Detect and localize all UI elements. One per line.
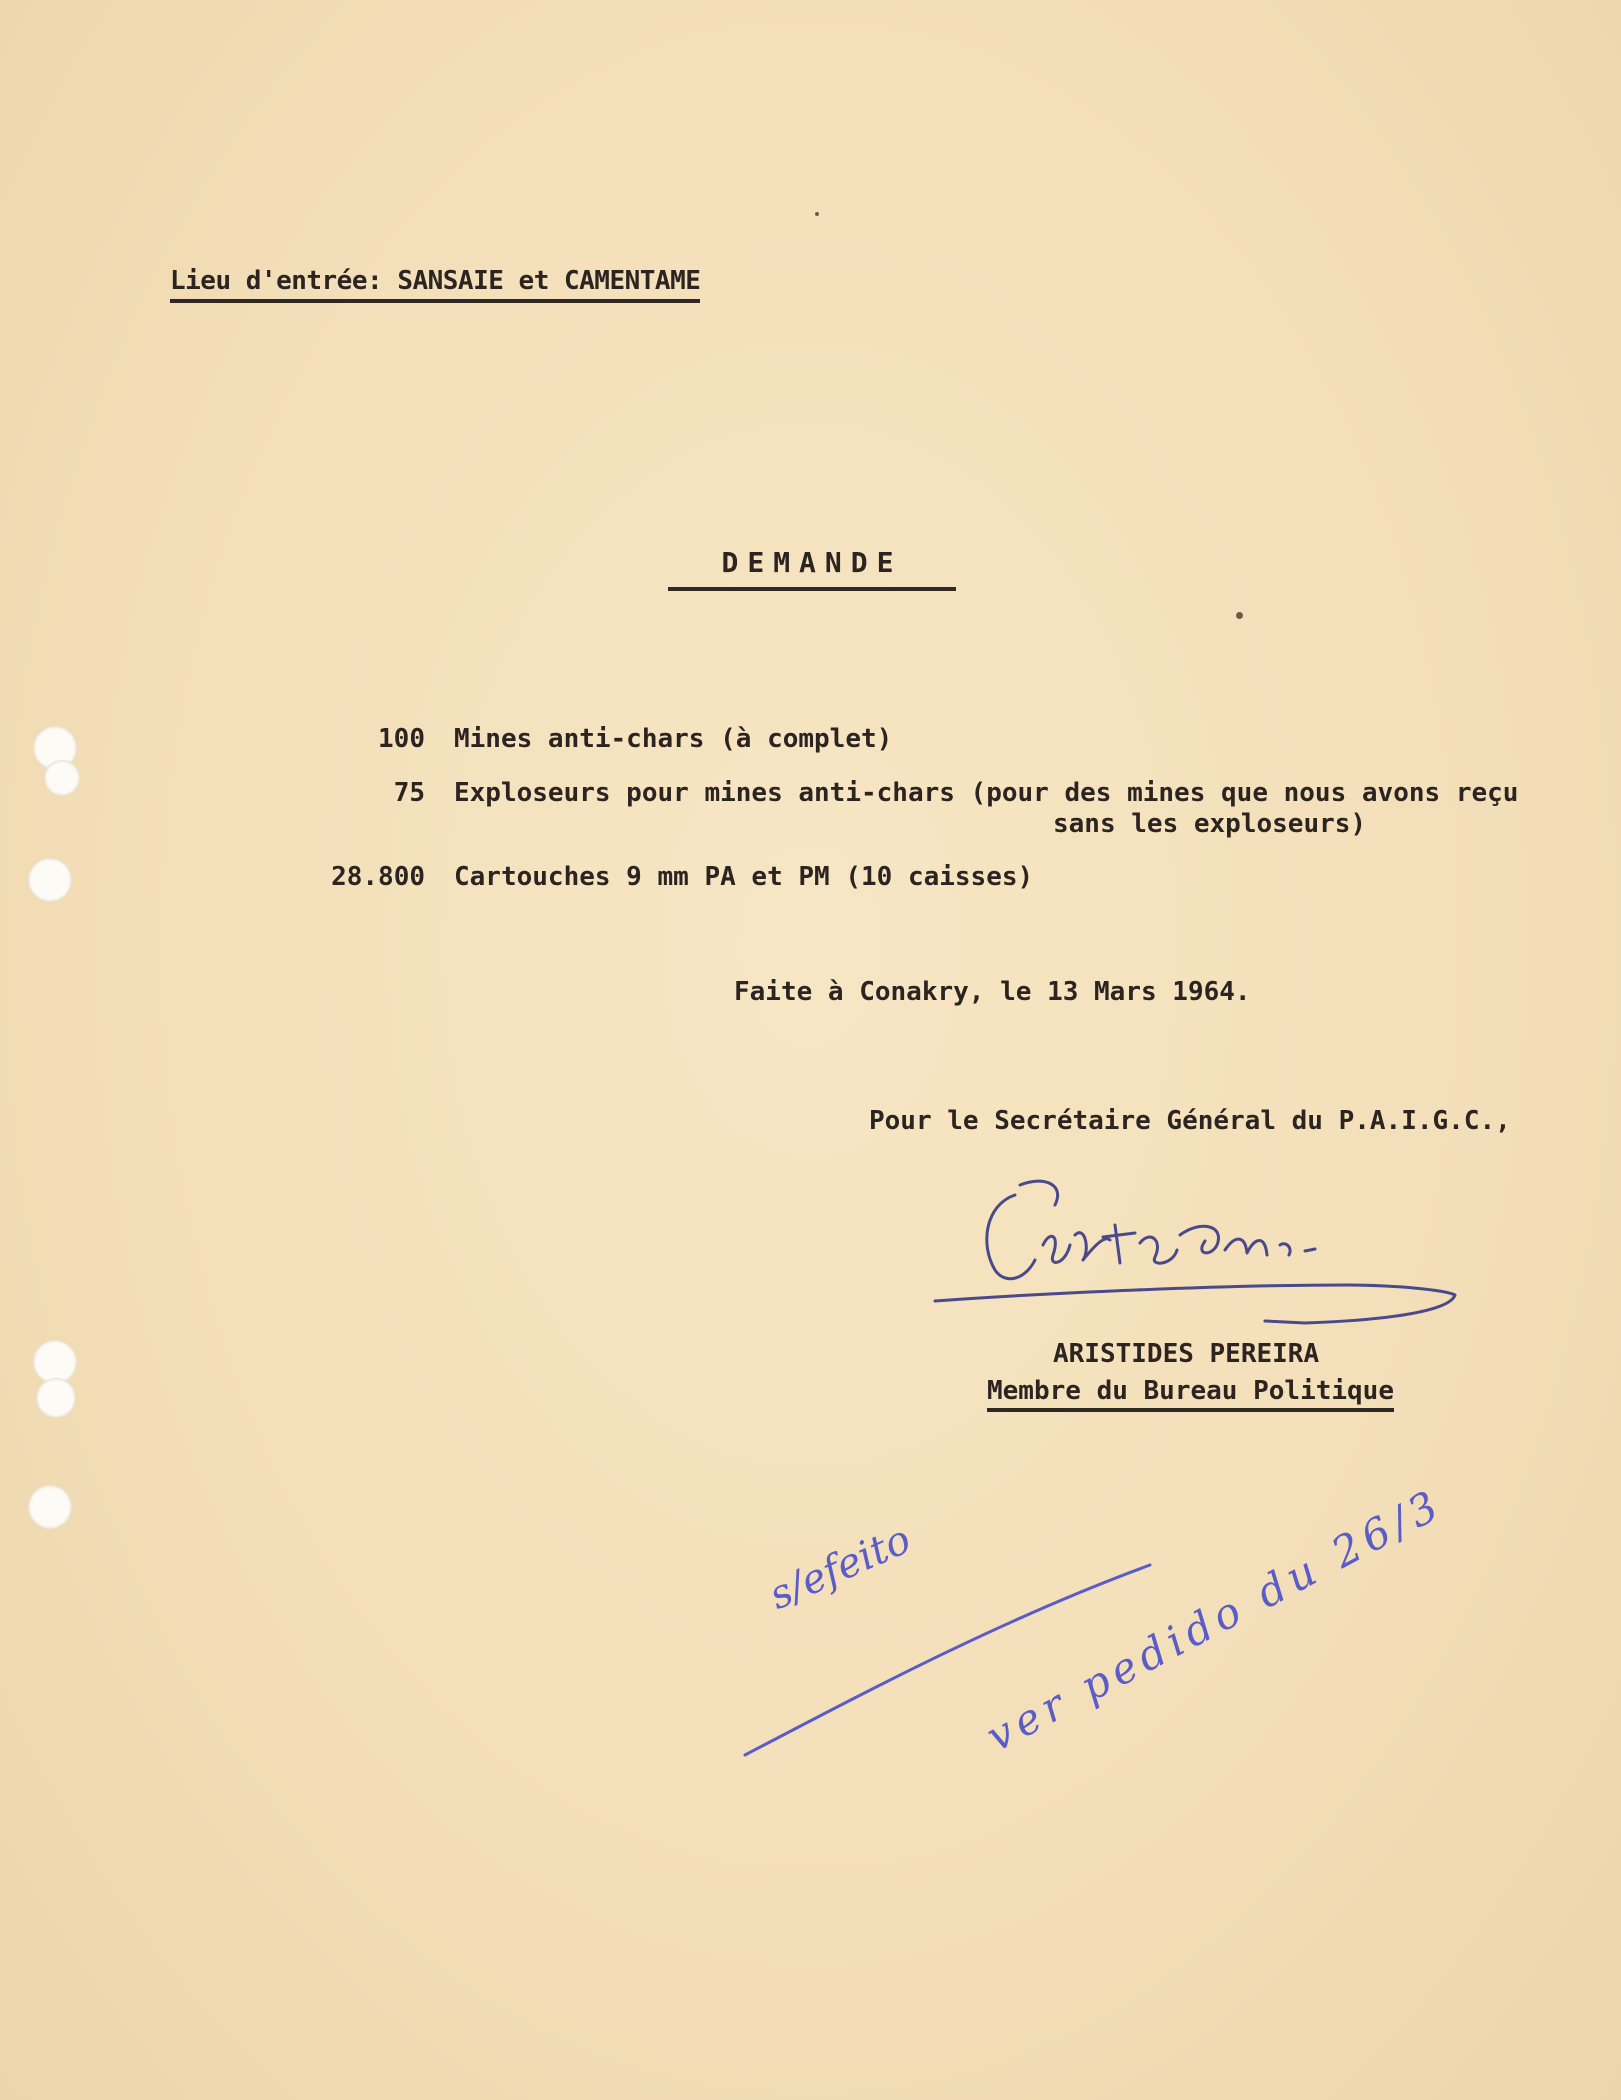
item-description: Exploseurs pour mines anti-chars (pour des mines que nous avons reçu [454, 778, 1519, 808]
item-quantity: 28.800 [331, 862, 425, 892]
ink-speck [1236, 612, 1243, 619]
item-quantity: 100 [378, 724, 425, 754]
ink-speck [815, 212, 819, 216]
punch-hole [36, 1378, 76, 1418]
entry-location [170, 266, 700, 303]
punch-hole [44, 760, 80, 796]
signatory-name: ARISTIDES PEREIRA [1053, 1339, 1320, 1369]
signatory-role: Membre du Bureau Politique [987, 1376, 1394, 1412]
entry-location-value: SANSAIE et CAMENTAME [397, 266, 701, 296]
item-description: Cartouches 9 mm PA et PM (10 caisses) [454, 862, 1034, 892]
item-description: Mines anti-chars (à complet) [454, 724, 893, 754]
item-description-continued: sans les exploseurs) [1053, 809, 1367, 839]
item-quantity: 75 [393, 778, 425, 808]
on-behalf-line: Pour le Secrétaire Général du P.A.I.G.C., [869, 1106, 1511, 1136]
punch-hole [28, 858, 72, 902]
entry-location-label: Lieu d'entrée: [170, 266, 383, 296]
document-title: DEMANDE [668, 546, 956, 591]
place-date: Faite à Conakry, le 13 Mars 1964. [734, 977, 1251, 1007]
punch-hole [28, 1485, 72, 1529]
handwritten-note: s/efeito [762, 1516, 918, 1620]
handwritten-signature [925, 1175, 1525, 1345]
handwritten-note: ver pedido du 26/3 [978, 1478, 1452, 1762]
